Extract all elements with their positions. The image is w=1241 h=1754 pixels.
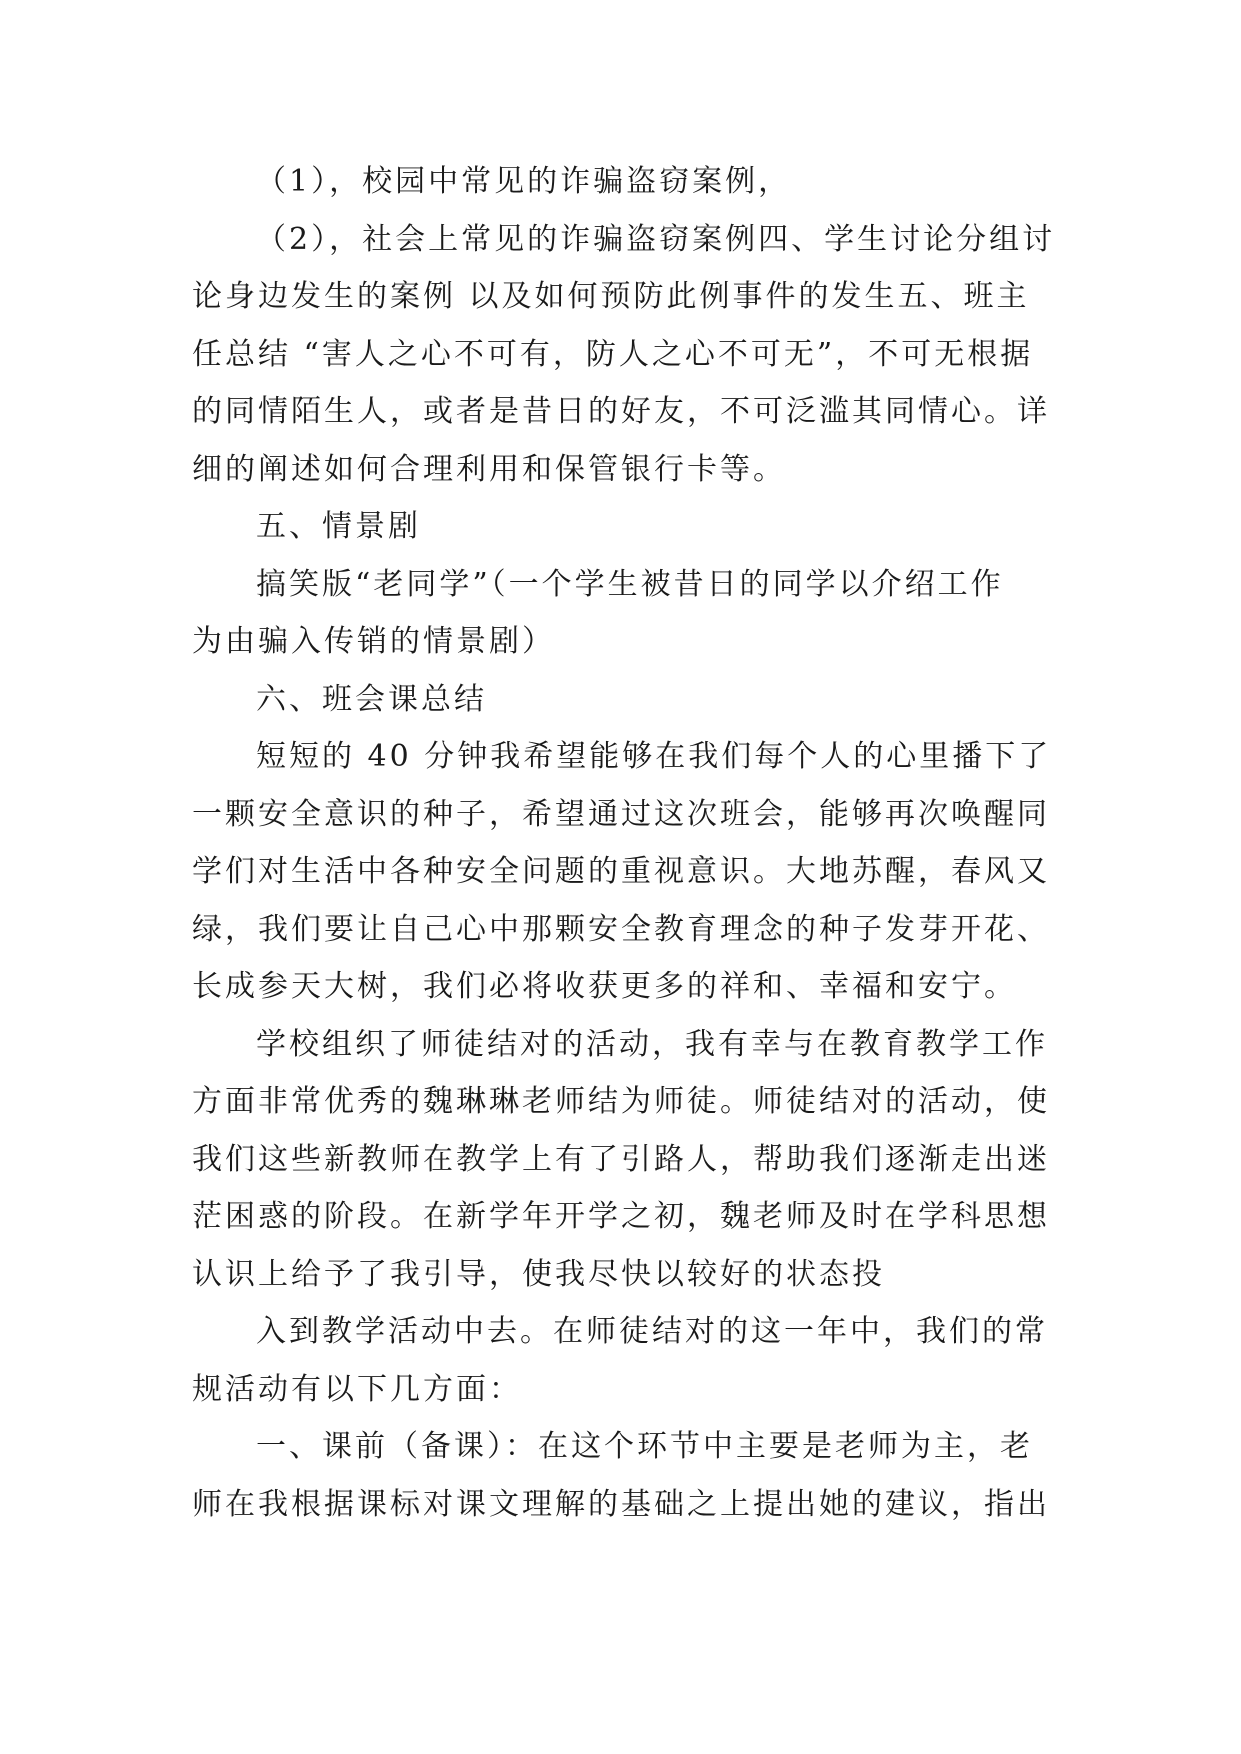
text-line: 茫困惑的阶段。在新学年开学之初，魏老师及时在学科思想 — [192, 1199, 1050, 1234]
text-line: 入到教学活动中去。在师徒结对的这一年中，我们的常 — [256, 1314, 1048, 1349]
text-line: 细的阐述如何合理利用和保管银行卡等。 — [192, 451, 786, 487]
text-line: 规活动有以下几方面： — [192, 1371, 522, 1407]
text-line: 我们这些新教师在教学上有了引路人，帮助我们逐渐走出迷 — [192, 1141, 1050, 1177]
text-line: 短短的 40 分钟我希望能够在我们每个人的心里播下了 — [256, 739, 1052, 774]
text-line: （1），校园中常见的诈骗盗窃案例， — [256, 164, 792, 199]
text-line: 认识上给予了我引导，使我尽快以较好的状态投 — [192, 1256, 885, 1292]
text-line: 绿，我们要让自己心中那颗安全教育理念的种子发芽开花、 — [192, 911, 1050, 947]
text-line: 论身边发生的案例 以及如何预防此例事件的发生五、班主 — [192, 279, 1030, 314]
text-line: 方面非常优秀的魏琳琳老师结为师徒。师徒结对的活动，使 — [192, 1084, 1050, 1119]
text-line: 长成参天大树，我们必将收获更多的祥和、幸福和安宁。 — [192, 969, 1017, 1004]
text-line: 一颗安全意识的种子，希望通过这次班会，能够再次唤醒同 — [192, 796, 1050, 832]
text-line: 搞笑版“老同学”（一个学生被昔日的同学以介绍工作 — [256, 566, 1004, 602]
text-line: 师在我根据课标对课文理解的基础之上提出她的建议，指出 — [192, 1486, 1050, 1522]
text-line: 任总结 “害人之心不可有，防人之心不可无”，不可无根据 — [192, 336, 1034, 372]
text-line: 的同情陌生人，或者是昔日的好友，不可泛滥其同情心。详 — [192, 394, 1050, 429]
document-body — [192, 153, 1062, 1533]
text-line: 五、情景剧 — [256, 509, 421, 544]
text-line: 学们对生活中各种安全问题的重视意识。大地苏醒，春风又 — [192, 854, 1050, 889]
text-line: （2），社会上常见的诈骗盗窃案例四、学生讨论分组讨 — [256, 221, 1056, 257]
text-line: 六、班会课总结 — [256, 681, 487, 717]
text-line: 为由骗入传销的情景剧） — [192, 624, 555, 659]
text-line: 一、课前（备课）：在这个环节中主要是老师为主，老 — [256, 1429, 1033, 1464]
text-line: 学校组织了师徒结对的活动，我有幸与在教育教学工作 — [256, 1026, 1048, 1062]
